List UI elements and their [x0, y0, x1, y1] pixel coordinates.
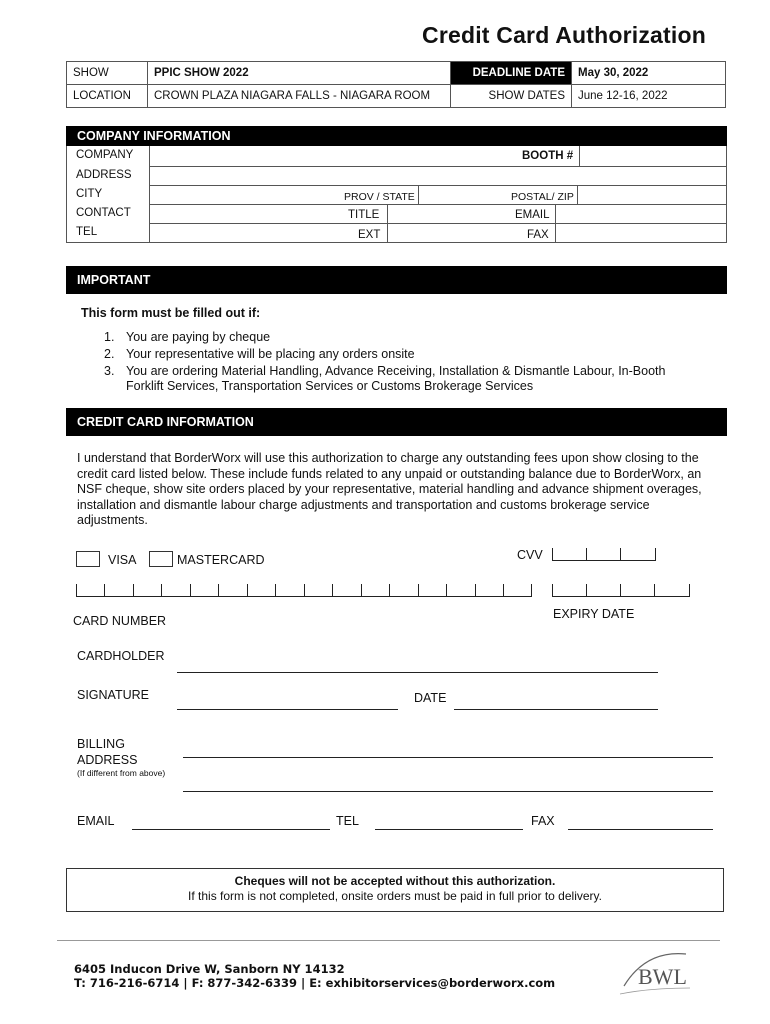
show-label: SHOW [67, 62, 148, 85]
title-label: TITLE [348, 209, 380, 221]
notice-box [66, 868, 724, 912]
bwl-logo-graphic [616, 948, 694, 1002]
date-label: DATE [414, 691, 447, 705]
important-item-1: You are paying by cheque [126, 330, 271, 344]
show-value: PPIC SHOW 2022 [148, 62, 451, 85]
important-header: IMPORTANT [66, 266, 727, 294]
visa-label: VISA [108, 553, 137, 567]
expiry-date-input[interactable] [552, 583, 690, 597]
billing-label-2: ADDRESS [77, 753, 138, 767]
cvv-input[interactable] [552, 547, 656, 561]
postal-zip-input[interactable] [578, 186, 726, 204]
address-input[interactable] [150, 167, 726, 185]
show-dates-label: SHOW DATES [451, 85, 572, 108]
card-fax-line[interactable] [568, 829, 713, 830]
address-label: ADDRESS [76, 169, 132, 181]
signature-line[interactable] [177, 709, 398, 710]
booth-label: BOOTH # [522, 150, 574, 162]
signature-label: SIGNATURE [77, 688, 149, 702]
mastercard-label: MASTERCARD [177, 553, 265, 567]
booth-input[interactable] [580, 147, 726, 165]
card-email-label: EMAIL [77, 814, 115, 828]
card-number-input[interactable] [76, 583, 532, 597]
prov-state-label: PROV / STATE [344, 191, 415, 203]
paragraph-line: installation and dismantle labour charge adjustments and transportation and customs brokerage service [77, 497, 650, 512]
location-value: CROWN PLAZA NIAGARA FALLS - NIAGARA ROOM [148, 85, 451, 108]
mastercard-checkbox[interactable] [149, 551, 173, 567]
show-info-table [66, 61, 726, 108]
deadline-value: May 30, 2022 [572, 62, 726, 85]
postal-zip-label: POSTAL/ ZIP [511, 191, 574, 203]
bwl-logo-text: BWL [638, 964, 687, 989]
important-item-1-num: 1. [104, 330, 115, 344]
footer-divider [57, 940, 720, 941]
expiry-date-label: EXPIRY DATE [553, 607, 635, 621]
card-fax-label: FAX [531, 814, 555, 828]
cardholder-label: CARDHOLDER [77, 649, 165, 663]
location-label: LOCATION [67, 85, 148, 108]
billing-note: (If different from above) [77, 768, 166, 778]
credit-card-header: CREDIT CARD INFORMATION [66, 408, 727, 436]
important-item-3-num: 3. [104, 364, 115, 378]
card-tel-label: TEL [336, 814, 359, 828]
city-label: CITY [76, 188, 103, 200]
ext-label: EXT [358, 229, 381, 241]
billing-label-1: BILLING [77, 737, 125, 751]
page-title: Credit Card Authorization [422, 22, 706, 48]
tel-label: TEL [76, 226, 98, 238]
card-tel-line[interactable] [375, 829, 523, 830]
visa-checkbox[interactable] [76, 551, 100, 567]
email-label: EMAIL [515, 209, 550, 221]
date-line[interactable] [454, 709, 658, 710]
card-number-label: CARD NUMBER [73, 614, 167, 628]
tel-input[interactable] [150, 224, 386, 242]
notice-line-2: If this form is not completed, onsite orders must be paid in full prior to delivery. [188, 889, 602, 903]
billing-line-2[interactable] [183, 791, 713, 792]
cardholder-line[interactable] [177, 672, 658, 673]
contact-label: CONTACT [76, 207, 131, 219]
company-input[interactable] [150, 147, 578, 165]
notice-line-1: Cheques will not be accepted without this authorization. [234, 874, 556, 888]
important-item-2-num: 2. [104, 347, 115, 361]
important-intro: This form must be filled out if: [81, 306, 261, 320]
email-input[interactable] [556, 205, 726, 223]
billing-line-1[interactable] [183, 757, 713, 758]
footer-address: 6405 Inducon Drive W, Sanborn NY 14132 [74, 962, 345, 976]
company-label: COMPANY [76, 149, 134, 161]
authorization-paragraph [77, 451, 702, 529]
important-item-3-cont: Forklift Services, Transportation Services or Customs Brokerage Services [126, 379, 534, 393]
show-dates-value: June 12-16, 2022 [572, 85, 726, 108]
fax-input[interactable] [556, 224, 726, 242]
company-info-header: COMPANY INFORMATION [66, 126, 727, 146]
card-email-line[interactable] [132, 829, 330, 830]
deadline-label: DEADLINE DATE [451, 62, 572, 85]
important-item-3: You are ordering Material Handling, Advance Receiving, Installation & Dismantle Labour, In-Booth [126, 364, 666, 378]
paragraph-line: NSF cheque, show site orders placed by your representative, material handling and advance shipment overages, [77, 482, 702, 496]
cvv-label: CVV [517, 548, 543, 562]
paragraph-line: I understand that BorderWorx will use this authorization to charge any outstanding fees upon show closing to the [77, 451, 699, 465]
paragraph-line: adjustments. [77, 513, 148, 527]
important-item-2: Your representative will be placing any orders onsite [126, 347, 415, 361]
footer-contact: T: 716-216-6714 | F: 877-342-6339 | E: exhibitorservices@borderworx.com [74, 976, 556, 990]
paragraph-line: credit card listed below. These include funds related to any unpaid or outstanding balance due to BorderWorx, an [77, 466, 702, 481]
fax-label: FAX [527, 229, 549, 241]
bwl-logo [616, 948, 694, 1002]
